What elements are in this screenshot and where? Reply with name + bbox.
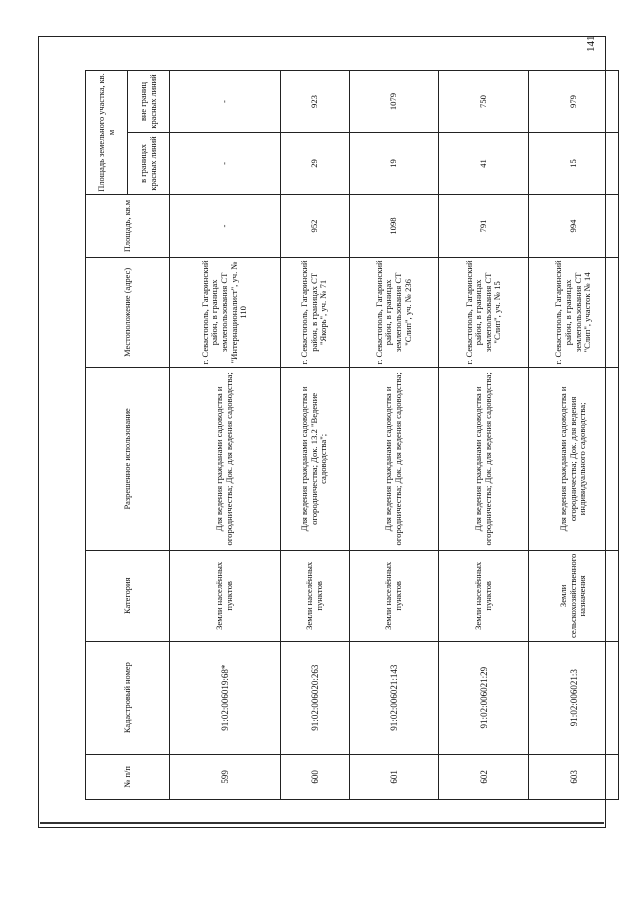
cell-cadastral: 91:02:006021:3 — [529, 641, 619, 754]
header-cadastral: Кадастровый номер — [86, 641, 170, 754]
cell-permitted-use: Для ведения гражданами садоводства и огородничества; Док. для ведения индивидуального садоводства; — [529, 367, 619, 550]
page-number: 141 — [585, 35, 597, 52]
table-row — [170, 71, 281, 800]
header-location: Местоположение (адрес) — [86, 258, 170, 368]
cell-category: Земли населённых пунктов — [349, 551, 439, 642]
cell-location: г. Севастополь, Гагаринский район, в границах землепользования СТ "Интернационалист", уч. № 110 — [170, 258, 281, 368]
cell-outside-red-lines: 750 — [439, 71, 529, 133]
cell-num: 600 — [280, 754, 349, 799]
cell-num: 603 — [529, 754, 619, 799]
footer-rule — [40, 822, 604, 824]
cell-cadastral: 91:02:006021:143 — [349, 641, 439, 754]
cell-num: 602 — [439, 754, 529, 799]
cell-area: 952 — [280, 194, 349, 257]
cell-permitted-use: Для ведения гражданами садоводства и огородничества; Док. для ведения садоводства; — [170, 367, 281, 550]
cell-area: 791 — [439, 194, 529, 257]
cell-permitted-use: Для ведения гражданами садоводства и огородничества; Док. для ведения садоводства; — [439, 367, 529, 550]
cell-area: - — [170, 194, 281, 257]
cell-category: Земли населённых пунктов — [439, 551, 529, 642]
header-within-red-lines: в границах красных линий — [128, 133, 170, 195]
cell-category: Земли населённых пунктов — [170, 551, 281, 642]
cell-outside-red-lines: 923 — [280, 71, 349, 133]
cell-area: 994 — [529, 194, 619, 257]
header-permitted-use: Разрешенное использование — [86, 367, 170, 550]
cell-location: г. Севастополь, Гагаринский район, в границах землепользования СТ "Слип", уч. № 15 — [439, 258, 529, 368]
cell-outside-red-lines: 979 — [529, 71, 619, 133]
cell-cadastral: 91:02:006019:68* — [170, 641, 281, 754]
cell-location: г. Севастополь, Гагаринский район, в границах землепользования СТ "Слип", участок № 14 — [529, 258, 619, 368]
header-category: Категория — [86, 551, 170, 642]
table-row — [349, 71, 439, 800]
cell-within-red-lines: 15 — [529, 133, 619, 195]
rotated-table-container — [85, 70, 619, 800]
cell-within-red-lines: 41 — [439, 133, 529, 195]
header-plot-area-group: Площадь земельного участка, кв. м — [86, 71, 128, 195]
cell-within-red-lines: - — [170, 133, 281, 195]
land-plots-table — [85, 70, 619, 800]
cell-permitted-use: Для ведения гражданами садоводства и огородничества; Док. 13.2 "Ведение садоводства"; — [280, 367, 349, 550]
cell-location: г. Севастополь, Гагаринский район, в границах землепользования СТ "Слип", уч. № 236 — [349, 258, 439, 368]
cell-outside-red-lines: - — [170, 71, 281, 133]
table-row — [280, 71, 349, 800]
header-outside-red-lines: вне границ красных линий — [128, 71, 170, 133]
cell-category: Земли населённых пунктов — [280, 551, 349, 642]
table-row — [529, 71, 619, 800]
cell-num: 599 — [170, 754, 281, 799]
cell-outside-red-lines: 1079 — [349, 71, 439, 133]
cell-area: 1098 — [349, 194, 439, 257]
cell-cadastral: 91:02:006021:29 — [439, 641, 529, 754]
header-num: № п/п — [86, 754, 170, 799]
cell-within-red-lines: 19 — [349, 133, 439, 195]
header-area: Площадь, кв.м — [86, 194, 170, 257]
cell-permitted-use: Для ведения гражданами садоводства и огородничества; Док. для ведения садоводства; — [349, 367, 439, 550]
cell-within-red-lines: 29 — [280, 133, 349, 195]
cell-location: г. Севастополь, Гагаринский район, в границах СТ "Якорь", уч. № 71 — [280, 258, 349, 368]
cell-num: 601 — [349, 754, 439, 799]
cell-cadastral: 91:02:006020:263 — [280, 641, 349, 754]
table-row — [439, 71, 529, 800]
cell-category: Земли сельскохозяйственного назначения — [529, 551, 619, 642]
